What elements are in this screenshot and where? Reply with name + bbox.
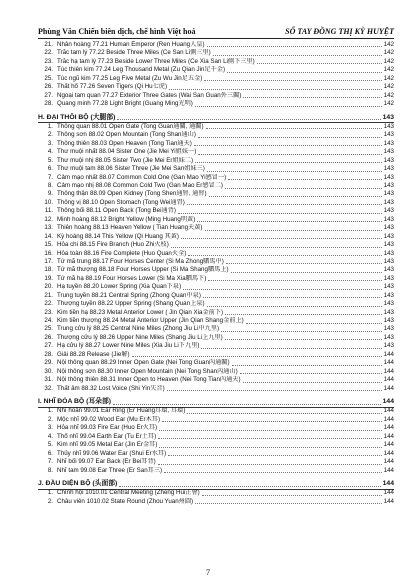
entry-number: 24.: [44, 317, 53, 325]
toc-entry[interactable]: [38, 317, 394, 325]
header-left-text: Phùng Văn Chiến biên dịch, chế hình Việt hoá: [38, 27, 196, 36]
toc-entry[interactable]: [38, 58, 394, 66]
entry-title: Nội thông thiên 88.31 Inner Open to Heaven (Nei Tong Tian內通天): [57, 376, 241, 384]
entry-title: Thông vị 88.10 Open Stomach (Tong Wei通胃): [57, 198, 185, 206]
dot-leader: [213, 55, 382, 56]
dot-leader: [158, 438, 382, 439]
toc-entry[interactable]: [38, 241, 394, 249]
dot-leader: [225, 188, 382, 189]
entry-number: 18.: [44, 266, 53, 274]
entry-number: 28.: [44, 100, 53, 108]
entry-title: Thông thiên 88.03 Open Heaven (Tong Tian通天): [57, 139, 192, 147]
entry-title: Thông quan 88.01 Open Gate (Tong Guan通關, 通關): [57, 122, 204, 130]
dot-leader: [164, 472, 382, 473]
entry-page-number: 143: [383, 257, 394, 265]
entry-page-number: 143: [383, 215, 394, 223]
entry-number: 14.: [44, 232, 53, 240]
entry-title: Quang minh 77.28 Light Bright (Guang Ming光明): [57, 100, 193, 108]
toc-entry[interactable]: [38, 83, 394, 91]
dot-leader: [159, 447, 381, 448]
entry-number: 28.: [44, 350, 53, 358]
toc-entry[interactable]: [38, 424, 394, 432]
entry-page-number: 143: [383, 224, 394, 232]
entry-page-number: 143: [383, 291, 394, 299]
entry-title: Thư muội nhị 88.05 Sister Two (Jie Mei Er姐妹二): [57, 156, 194, 164]
entry-page-number: 144: [383, 424, 394, 432]
entry-page-number: 143: [383, 173, 394, 181]
dot-leader: [227, 72, 382, 73]
entry-page-number: 144: [383, 350, 394, 358]
entry-title: Trung tuyền 88.21 Central Spring (Zhong Quan中泉): [57, 291, 201, 299]
entry-title: Nội thông quan 88.29 Inner Open Gate (Nei Tong Guan內通關): [57, 359, 230, 367]
section-page-number: 143: [382, 113, 394, 121]
entry-title: Kim tiền thượng 88.24 Metal Anterior Upper (Jin Qian Shang金前上): [57, 317, 244, 325]
toc-entry[interactable]: [38, 140, 394, 148]
entry-title: Nhĩ bối 99.07 Ear Back (Er Bei耳背): [57, 458, 156, 466]
toc-entry[interactable]: [38, 258, 394, 266]
toc-entry[interactable]: [38, 342, 394, 350]
toc-entry[interactable]: [38, 216, 394, 224]
entry-title: Nội thông sơn 88.30 Inner Open Mountain (Nei Tong Shan內通山): [57, 367, 238, 375]
entry-page-number: 143: [383, 165, 394, 173]
entry-title: Thất hổ 77.26 Seven Tigers (Qi Hu七虎): [57, 83, 168, 91]
entry-number: 1.: [47, 407, 53, 415]
entry-title: Hỏa toàn 88.16 Fire Complete (Huo Quan火全): [57, 249, 187, 257]
entry-number: 21.: [44, 40, 53, 48]
section-heading: [38, 113, 394, 124]
toc-entry[interactable]: [38, 224, 394, 232]
entry-number: 3.: [47, 139, 53, 147]
dot-leader: [232, 365, 382, 366]
entry-title: Trắc tam lý 77.22 Beside Three Miles (Ce San Li側三里): [57, 49, 211, 57]
entry-number: 26.: [44, 83, 53, 91]
entry-page-number: 143: [383, 190, 394, 198]
entry-title: Kim nhĩ 99.05 Metal Ear (Jin Er金耳): [57, 441, 158, 449]
dot-leader: [203, 297, 382, 298]
dot-leader: [207, 306, 382, 307]
dot-leader: [207, 46, 382, 47]
section-title: H. ĐẠI THÔI BỘ (大腿部): [38, 113, 116, 121]
toc-entry[interactable]: [38, 207, 394, 215]
dot-leader: [187, 413, 381, 414]
entry-number: 2.: [47, 497, 53, 505]
entry-number: 9.: [47, 190, 53, 198]
dot-leader: [113, 404, 381, 405]
entry-title: Hạ cửu lý 88.27 Lower Nine Miles (Xia Jiu Li下九里): [57, 342, 200, 350]
entry-title: Thư muội tam 88.06 Sister Three (Jie Mei San姐妹三): [57, 165, 205, 173]
toc-entry[interactable]: [38, 416, 394, 424]
entry-number: 24.: [44, 66, 53, 74]
toc-entry[interactable]: [38, 75, 394, 83]
entry-page-number: 143: [383, 283, 394, 291]
toc-entry[interactable]: [38, 467, 394, 475]
entry-title: Hỏa chi 88.15 Fire Branch (Huo Zhi火枝): [57, 241, 169, 249]
entry-title: Kim tiền hạ 88.23 Metal Anterior Lower ( Jin Qian Xia金前下): [57, 308, 224, 316]
entry-number: 7.: [47, 173, 53, 181]
entry-number: 22.: [44, 49, 53, 57]
entry-page-number: 144: [383, 415, 394, 423]
dot-leader: [162, 421, 382, 422]
toc-entry[interactable]: [38, 123, 394, 131]
dot-leader: [167, 390, 382, 391]
entry-page-number: 142: [383, 66, 394, 74]
dot-leader: [195, 162, 382, 163]
dot-leader: [208, 280, 381, 281]
entry-page-number: 143: [383, 308, 394, 316]
entry-number: 31.: [44, 376, 53, 384]
entry-title: Thư muội nhất 88.04 Sister One (Jie Mei Yi姐妹一): [57, 148, 197, 156]
entry-number: 2.: [47, 415, 53, 423]
entry-page-number: 144: [383, 359, 394, 367]
toc-entry[interactable]: [38, 100, 394, 108]
entry-number: 6.: [47, 449, 53, 457]
dot-leader: [168, 455, 382, 456]
entry-title: Nhân hoàng 77.21 Human Emperor (Ren Huang人皇): [57, 40, 205, 48]
entry-page-number: 143: [383, 148, 394, 156]
entry-title: Minh hoàng 88.12 Bright Yellow (Ming Huang明黃): [57, 215, 196, 223]
entry-title: Trắc hạ tam lý 77.23 Beside Lower Three Miles (Ce Xia San Li側下三里): [57, 57, 255, 65]
toc-entry[interactable]: [38, 359, 394, 367]
entry-number: 32.: [44, 384, 53, 392]
entry-number: 19.: [44, 274, 53, 282]
entry-number: 3.: [47, 424, 53, 432]
entry-number: 26.: [44, 333, 53, 341]
entry-title: Ngoại tam quan 77.27 Exterior Three Gates (Wai San Guan外三關): [57, 91, 242, 99]
dot-leader: [188, 255, 381, 256]
entry-title: Thông sơn 88.02 Open Mountain (Tong Shan通山): [57, 131, 196, 139]
dot-leader: [117, 119, 380, 120]
entry-page-number: 144: [383, 458, 394, 466]
dot-leader: [183, 289, 382, 290]
entry-page-number: 143: [383, 198, 394, 206]
entry-number: 8.: [47, 182, 53, 190]
entry-number: 23.: [44, 308, 53, 316]
dot-leader: [195, 106, 382, 107]
entry-number: 5.: [47, 156, 53, 164]
entry-page-number: 144: [383, 441, 394, 449]
dot-leader: [207, 171, 382, 172]
entry-title: Thất âm 88.32 Lost Voice (Shi Yin失音): [57, 384, 165, 392]
entry-number: 5.: [47, 441, 53, 449]
entry-page-number: 143: [383, 333, 394, 341]
dot-leader: [231, 272, 382, 273]
entry-number: 7.: [47, 458, 53, 466]
entry-number: 27.: [44, 91, 53, 99]
entry-title: Thượng tuyền 88.22 Upper Spring (Shang Quan上泉): [57, 300, 205, 308]
dot-leader: [228, 179, 381, 180]
entry-number: 30.: [44, 367, 53, 375]
entry-page-number: 143: [383, 241, 394, 249]
entry-title: Tứ mã hạ 88.19 Four Horses Lower (Si Ma Xia駟馬下): [57, 274, 207, 282]
entry-title: Mộc nhĩ 99.02 Wood Ear (Mu Er木耳): [57, 415, 161, 423]
header-right-title: SỔ TAY ĐỒNG THỊ KỲ HUYỆT: [285, 27, 394, 36]
toc-entry[interactable]: [38, 250, 394, 258]
dot-leader: [221, 331, 382, 332]
dot-leader: [243, 382, 382, 383]
toc-entry[interactable]: [38, 441, 394, 449]
toc-entry[interactable]: [38, 300, 394, 308]
entry-number: 16.: [44, 249, 53, 257]
toc-entry[interactable]: [38, 376, 394, 384]
dot-leader: [226, 263, 382, 264]
entry-page-number: 143: [383, 266, 394, 274]
entry-title: Cảm mạo nhị 88.08 Common Cold Two (Gan Mao Er感冒二): [57, 182, 223, 190]
dot-leader: [194, 145, 382, 146]
entry-number: 1.: [47, 122, 53, 130]
toc-entry[interactable]: [38, 458, 394, 466]
entry-number: 22.: [44, 300, 53, 308]
toc-entry[interactable]: [38, 292, 394, 300]
entry-page-number: 143: [383, 249, 394, 257]
entry-number: 11.: [44, 207, 53, 215]
entry-title: Châu viên 1010.02 State Round (Zhou Yuan州圓): [57, 497, 194, 505]
toc-entry[interactable]: [38, 309, 394, 317]
entry-title: Thổ nhĩ 99.04 Earth Ear (Tu Er土耳): [57, 432, 157, 440]
toc-entry[interactable]: [38, 351, 394, 359]
entry-number: 6.: [47, 165, 53, 173]
section-page-number: 144: [382, 398, 394, 405]
entry-title: Thông bối 88.11 Open Back (Tong Bei通背): [57, 207, 176, 215]
entry-title: Túc thiên kim 77.24 Leg Thousand Metal (Zu Qian Jin足千金): [57, 66, 226, 74]
entry-number: 10.: [44, 198, 53, 206]
entry-number: 27.: [44, 342, 53, 350]
entry-number: 29.: [44, 359, 53, 367]
dot-leader: [132, 356, 382, 357]
dot-leader: [202, 495, 382, 496]
dot-leader: [178, 213, 382, 214]
dot-leader: [206, 128, 382, 129]
entry-page-number: 144: [383, 384, 394, 392]
toc-entry[interactable]: [38, 182, 394, 190]
dot-leader: [246, 323, 382, 324]
entry-page-number: 144: [383, 449, 394, 457]
entry-title: Thủy nhĩ 99.06 Water Ear (Shui Er水耳): [57, 449, 167, 457]
section-page-number: 144: [382, 480, 394, 487]
entry-number: 20.: [44, 283, 53, 291]
entry-page-number: 143: [383, 207, 394, 215]
section-heading: [38, 397, 394, 408]
dot-leader: [257, 63, 382, 64]
entry-page-number: 144: [383, 497, 394, 505]
entry-page-number: 142: [383, 74, 394, 82]
entry-page-number: 143: [383, 317, 394, 325]
entry-page-number: 143: [383, 342, 394, 350]
dot-leader: [201, 348, 381, 349]
toc-entry[interactable]: [38, 490, 394, 498]
toc-entry[interactable]: [38, 131, 394, 139]
section-title: I. NHĨ ĐÓA BỘ (耳朵部): [38, 398, 111, 405]
dot-leader: [181, 238, 382, 239]
entry-page-number: 144: [383, 376, 394, 384]
entry-number: 17.: [44, 257, 53, 265]
entry-page-number: 142: [383, 49, 394, 57]
entry-title: Thượng cửu lý 88.26 Upper Nine Miles (Shang Jiu Li上九里): [57, 333, 223, 341]
entry-title: Cảm mạo nhất 88.07 Common Cold One (Gan Mao Yi感冒一): [57, 173, 227, 181]
entry-title: Trung cửu lý 88.25 Central Nine Miles (Zhong Jiu Li中九里): [57, 325, 220, 333]
dot-leader: [171, 247, 382, 248]
dot-leader: [159, 430, 382, 431]
entry-number: 12.: [44, 215, 53, 223]
entry-page-number: 142: [383, 40, 394, 48]
entry-page-number: 144: [383, 432, 394, 440]
toc-entry[interactable]: [38, 266, 394, 274]
dot-leader: [197, 221, 381, 222]
entry-page-number: 143: [383, 232, 394, 240]
dot-leader: [195, 503, 382, 504]
entry-number: 21.: [44, 291, 53, 299]
toc-entry[interactable]: [38, 368, 394, 376]
entry-number: 25.: [44, 74, 53, 82]
entry-number: 8.: [47, 466, 53, 474]
dot-leader: [169, 89, 382, 90]
entry-page-number: 142: [383, 100, 394, 108]
dot-leader: [187, 204, 382, 205]
entry-number: 4.: [47, 432, 53, 440]
toc-entry[interactable]: [38, 283, 394, 291]
entry-page-number: 144: [383, 407, 394, 415]
dot-leader: [198, 137, 382, 138]
toc-entry[interactable]: [38, 233, 394, 241]
dot-leader: [209, 196, 382, 197]
toc-entry[interactable]: [38, 498, 394, 506]
entry-page-number: 142: [383, 83, 394, 91]
entry-page-number: 143: [383, 274, 394, 282]
toc-entry[interactable]: [38, 433, 394, 441]
entry-number: 15.: [44, 241, 53, 249]
toc-entry[interactable]: [38, 92, 394, 100]
dot-leader: [204, 80, 381, 81]
entry-page-number: 143: [383, 182, 394, 190]
entry-page-number: 143: [383, 300, 394, 308]
entry-title: Nhĩ hoàn 99.01 Ear Ring (Er Huang耳環, 耳環): [57, 407, 186, 415]
table-of-contents: [38, 41, 394, 506]
page-number: 7: [206, 568, 210, 577]
entry-number: 13.: [44, 224, 53, 232]
entry-number: 1.: [47, 489, 53, 497]
entry-page-number: 144: [383, 489, 394, 497]
entry-number: 2.: [47, 131, 53, 139]
entry-page-number: 144: [383, 367, 394, 375]
dot-leader: [119, 486, 380, 487]
section-heading: [38, 479, 394, 490]
toc-entry[interactable]: [38, 41, 394, 49]
toc-entry[interactable]: [38, 385, 394, 393]
entry-title: Thông thận 88.09 Open Kidney (Tong Shen通腎, 通腎): [57, 190, 207, 198]
toc-entry[interactable]: [38, 191, 394, 199]
toc-entry[interactable]: [38, 174, 394, 182]
entry-page-number: 142: [383, 91, 394, 99]
entry-page-number: 142: [383, 57, 394, 65]
dot-leader: [198, 154, 381, 155]
entry-title: Thiên hoàng 88.13 Heaven Yellow ( Tian Huang天黃): [57, 224, 203, 232]
entry-title: Hỏa nhĩ 99.03 Fire Ear (Huo Er火耳): [57, 424, 158, 432]
entry-title: Hạ tuyền 88.20 Lower Spring (Xia Quan下泉): [57, 283, 182, 291]
entry-title: Tứ mã thượng 88.18 Four Horses Upper (Si Ma Shang駟馬上): [57, 266, 229, 274]
toc-entry[interactable]: [38, 157, 394, 165]
entry-title: Tứ mã trung 88.17 Four Horses Center (Si Ma Zhong駟馬中): [57, 257, 224, 265]
toc-entry[interactable]: [38, 408, 394, 416]
entry-number: 23.: [44, 57, 53, 65]
entry-title: Nhĩ tam 99.08 Ear Three (Er San耳三): [57, 466, 163, 474]
entry-title: Chính hội 1010.01 Central Meeting (Zheng Hui正會): [57, 489, 200, 497]
toc-entry[interactable]: [38, 334, 394, 342]
entry-title: Túc ngũ kim 77.25 Leg Five Metal (Zu Wu Jin足五金): [57, 74, 203, 82]
toc-entry[interactable]: [38, 165, 394, 173]
toc-entry[interactable]: [38, 49, 394, 57]
toc-entry[interactable]: [38, 275, 394, 283]
entry-page-number: 143: [383, 156, 394, 164]
entry-title: Giải 88.28 Release (Jie解): [57, 350, 130, 358]
entry-number: 25.: [44, 325, 53, 333]
entry-title: Kỳ hoàng 88.14 This Yellow (Qi Huang 其黃): [57, 232, 179, 240]
section-title: J. ĐẦU DIỆN BỘ (头面部): [38, 480, 118, 487]
dot-leader: [225, 339, 382, 340]
entry-page-number: 144: [383, 466, 394, 474]
entry-page-number: 143: [383, 122, 394, 130]
toc-entry[interactable]: [38, 148, 394, 156]
toc-entry[interactable]: [38, 199, 394, 207]
page-header: [38, 22, 394, 39]
entry-page-number: 143: [383, 139, 394, 147]
dot-leader: [243, 97, 381, 98]
dot-leader: [205, 230, 382, 231]
toc-entry[interactable]: [38, 326, 394, 334]
entry-page-number: 143: [383, 325, 394, 333]
toc-entry[interactable]: [38, 450, 394, 458]
dot-leader: [240, 373, 382, 374]
entry-number: 4.: [47, 148, 53, 156]
dot-leader: [158, 464, 382, 465]
dot-leader: [225, 314, 382, 315]
toc-entry[interactable]: [38, 66, 394, 74]
entry-page-number: 143: [383, 131, 394, 139]
